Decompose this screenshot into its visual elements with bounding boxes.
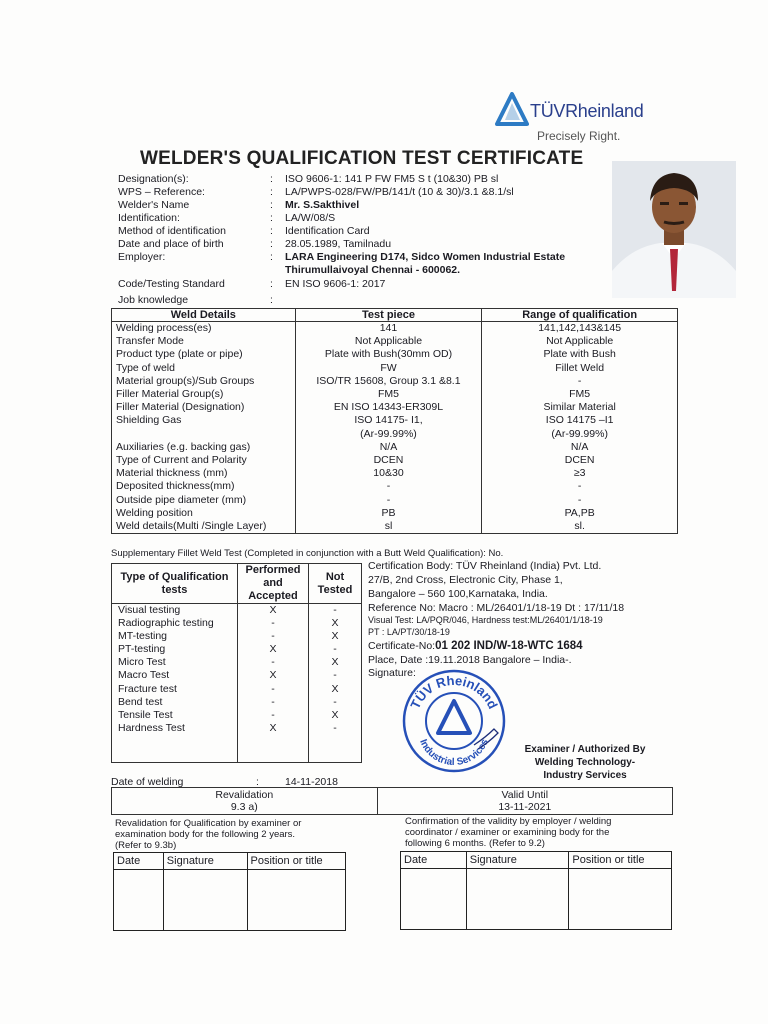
range-column: 141,142,143&145 Not Applicable Plate with Bush Fillet Weld - FM5 Similar Material ISO 14175 –I1 (Ar-99.99%) N/A DCEN ≥3 - - PA,PB sl. [482, 322, 678, 534]
qual-row-not-tested: - [309, 696, 362, 709]
qual-row-not-tested: X [309, 656, 362, 669]
qual-row-name: Hardness Test [112, 722, 238, 735]
signature-label: Signature: [368, 667, 416, 679]
date-of-welding-colon: : [256, 776, 259, 788]
not-tested-header: Not Tested [309, 564, 362, 604]
performed-header: Performed and Accepted [238, 564, 309, 604]
qual-row-not-tested: X [309, 630, 362, 643]
qual-row-name: Radiographic testing [112, 617, 238, 630]
position-cell[interactable] [247, 870, 346, 931]
tuv-stamp-seal [398, 667, 510, 780]
qualification-tests-table [111, 563, 362, 763]
signature-cell[interactable] [163, 870, 247, 931]
date-header: Date [401, 852, 467, 869]
test-piece-column: 141 Not Applicable Plate with Bush(30mm OD) FW ISO/TR 15608, Group 3.1 &8.1 FM5 EN ISO 14343-ER309L ISO 14175- I1, (Ar-99.99%) N/A DCEN 10&30 - - PB sl [295, 322, 482, 534]
qual-row-name: Fracture test [112, 683, 238, 696]
qual-row-performed: X [238, 643, 309, 656]
valid-until-cell: Valid Until 13-11-2021 [377, 788, 672, 815]
qual-row-name: Micro Test [112, 656, 238, 669]
certification-body: Certification Body: TÜV Rheinland (India) Pvt. Ltd. [368, 560, 602, 572]
revalidation-cell: Revalidation 9.3 a) [112, 788, 378, 815]
confirmation-signature-table [400, 851, 672, 930]
qual-row-performed: - [238, 656, 309, 669]
qual-row-not-tested: X [309, 617, 362, 630]
certification-address-2: Bangalore – 560 100,Karnataka, India. [368, 588, 548, 600]
qual-row-performed: X [238, 604, 309, 618]
welder-photo [612, 161, 736, 298]
qual-row-name: Macro Test [112, 669, 238, 682]
position-header: Position or title [569, 852, 672, 869]
qual-row-name: MT-testing [112, 630, 238, 643]
supplementary-note: Supplementary Fillet Weld Test (Completed in conjunction with a Butt Weld Qualification): No. [111, 548, 504, 559]
qual-row-performed: X [238, 722, 309, 735]
qual-row-performed: - [238, 630, 309, 643]
qual-row-name: Bend test [112, 696, 238, 709]
qual-row-name: Visual testing [112, 604, 238, 618]
qual-row-not-tested: - [309, 722, 362, 735]
date-of-welding-value: 14-11-2018 [285, 776, 338, 788]
date-of-welding-label: Date of welding [111, 776, 184, 788]
brand-tagline: Precisely Right. [537, 129, 621, 143]
qual-row-not-tested: - [309, 604, 362, 618]
weld-details-header: Weld Details [112, 309, 296, 322]
revalidation-table [111, 787, 673, 815]
signature-header: Signature [466, 852, 569, 869]
revalidation-signature-table [113, 852, 346, 931]
pt-ref: PT : LA/PT/30/18-19 [368, 627, 450, 637]
qual-row-performed: - [238, 683, 309, 696]
weld-details-column: Welding process(es) Transfer Mode Product type (plate or pipe) Type of weld Material group(s)/Sub Groups Filler Material Group(s) Filler Material (Designation) Shielding Gas Auxiliaries (e.g. backing gas) Type of Current and Polarity Material thickness (mm) Deposited thickness(mm) Outside pipe diameter (mm) Welding position Weld details(Multi /Single Layer) [112, 322, 296, 534]
date-header: Date [114, 853, 164, 870]
qual-row-performed: - [238, 709, 309, 722]
signature-cell[interactable] [466, 869, 569, 930]
qual-row-not-tested: X [309, 683, 362, 696]
weld-details-table [111, 308, 678, 534]
certificate-number: Certificate-No:01 202 IND/W-18-WTC 1684 [368, 640, 583, 652]
type-header: Type of Qualification tests [112, 564, 238, 604]
date-cell[interactable] [114, 870, 164, 931]
tuv-logo-icon [495, 92, 529, 133]
examiner-block: Examiner / Authorized By Welding Technology- Industry Services [524, 744, 646, 781]
qual-row-performed: - [238, 617, 309, 630]
qual-row-not-tested: - [309, 669, 362, 682]
qual-row-performed: - [238, 696, 309, 709]
qual-row-name: Tensile Test [112, 709, 238, 722]
qual-row-name: PT-testing [112, 643, 238, 656]
stamp-bottom-text: Industrial Services [417, 737, 491, 769]
reference-no: Reference No: Macro : ML/26401/1/18-19 Dt : 17/11/18 [368, 602, 625, 614]
qual-row-performed: X [238, 669, 309, 682]
position-header: Position or title [247, 853, 346, 870]
confirmation-note: Confirmation of the validity by employer / welding coordinator / examiner or examining body for the following 6 months. (Refer to 9.2) [405, 816, 612, 849]
qual-row-not-tested: - [309, 643, 362, 656]
date-cell[interactable] [401, 869, 467, 930]
position-cell[interactable] [569, 869, 672, 930]
visual-test-ref: Visual Test: LA/PQR/046, Hardness test:ML/26401/1/18-19 [368, 615, 603, 625]
signature-header: Signature [163, 853, 247, 870]
range-header: Range of qualification [482, 309, 678, 322]
qual-row-not-tested: X [309, 709, 362, 722]
certification-address-1: 27/B, 2nd Cross, Electronic City, Phase 1, [368, 574, 563, 586]
brand-name: TÜVRheinland [530, 101, 644, 121]
revalidation-note: Revalidation for Qualification by examiner or examination body for the following 2 years. (Refer to 9.3b) [115, 818, 302, 851]
stamp-top-text: TÜV Rheinland [407, 672, 501, 712]
place-date: Place, Date :19.11.2018 Bangalore – India-. [368, 654, 572, 666]
certificate-title: WELDER'S QUALIFICATION TEST CERTIFICATE [140, 148, 584, 169]
test-piece-header: Test piece [295, 309, 482, 322]
